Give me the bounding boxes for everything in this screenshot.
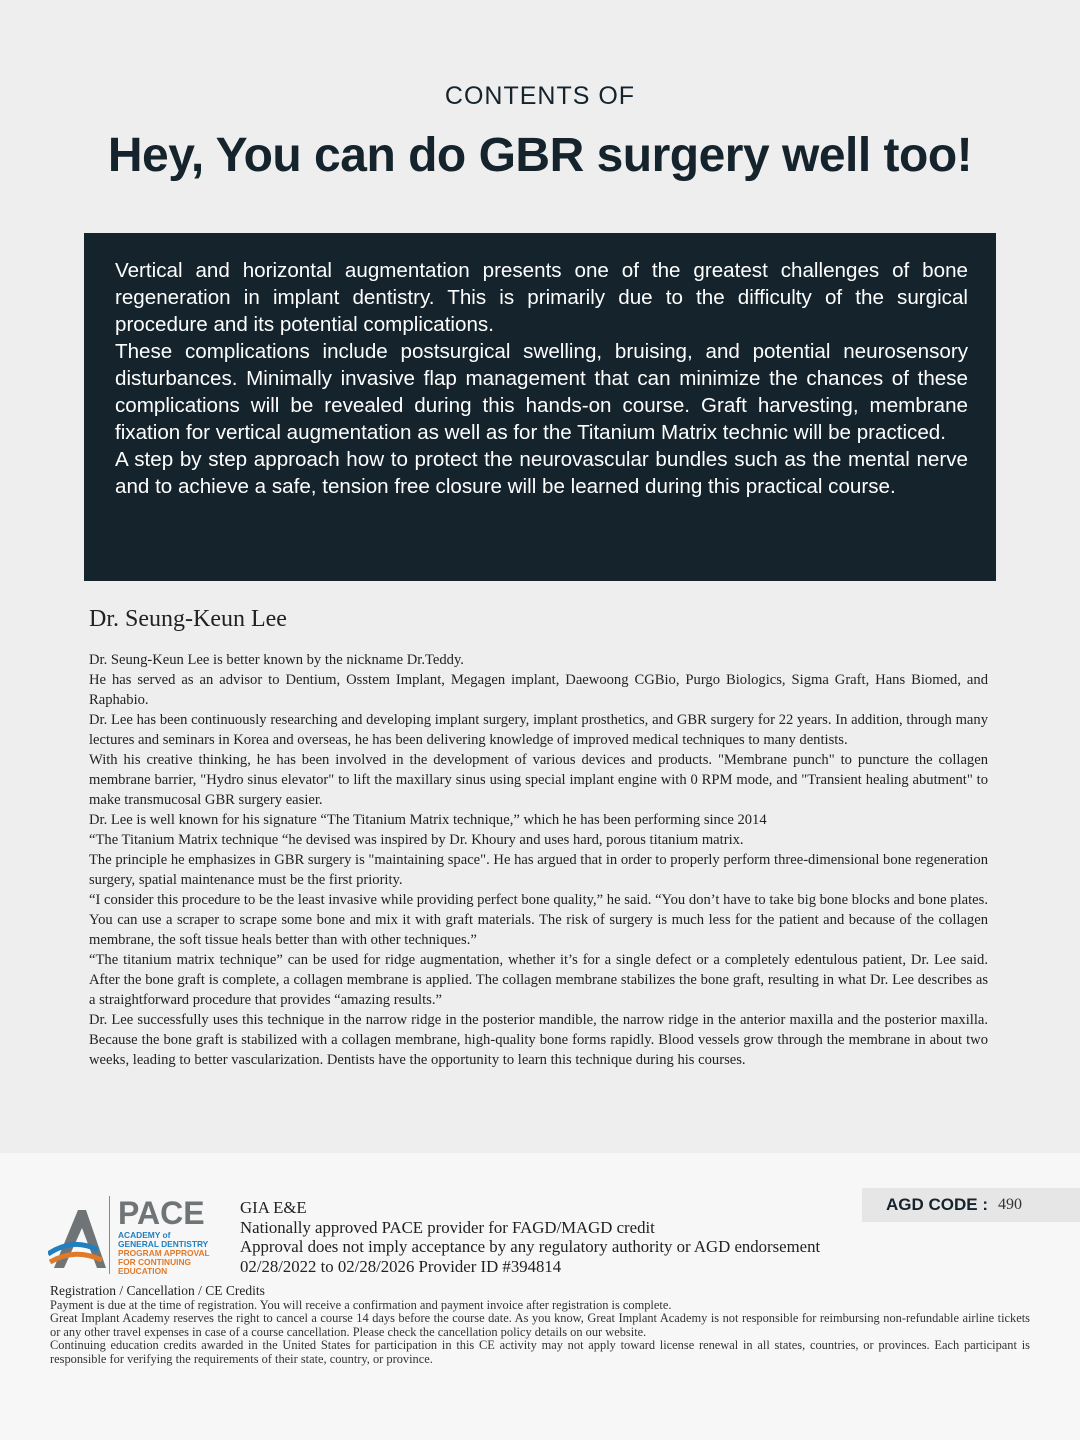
bio-paragraph: He has served as an advisor to Dentium, Osstem Implant, Megagen implant, Daewoong CGBio, Purgo Biologics, Sigma Graft, Hans Biomed, and Raphabio. (89, 672, 988, 708)
agd-code-label: AGD CODE : (886, 1195, 988, 1214)
provider-line: GIA E&E (240, 1198, 307, 1217)
speaker-name: Dr. Seung-Keun Lee (89, 606, 287, 632)
page-eyebrow: CONTENTS OF (444, 82, 636, 110)
registration-paragraph: Great Implant Academy reserves the right to cancel a course 14 days before the course date. As you know, Great Implant Academy is not responsible for reimbursing non-refundable airline tickets or any other travel expenses in case of a course cancellation. Please check the cancellation policy details on our website. (50, 1311, 1030, 1339)
speaker-bio (89, 650, 988, 1070)
pace-agd-logo (48, 1196, 223, 1274)
summary-paragraph: A step by step approach how to protect the neurovascular bundles such as the mental nerve and to achieve a safe, tension free closure will be learned during this practical course. (115, 448, 968, 498)
pace-wordmark: PACE (118, 1195, 205, 1231)
agd-code-badge (862, 1188, 1080, 1222)
bio-paragraph: “I consider this procedure to be the least invasive while providing perfect bone quality,” he said. “You don’t have to take big bone blocks and bone plates. You can use a scraper to scrape some bone and mix it with graft materials. The risk of surgery is much less for the patient and because of the collagen membrane, the soft tissue heals better than with other techniques.” (89, 892, 988, 948)
bio-paragraph: Dr. Seung-Keun Lee is better known by the nickname Dr.Teddy. (89, 652, 464, 668)
course-summary-box (84, 233, 996, 581)
bio-paragraph: “The titanium matrix technique” can be used for ridge augmentation, whether it’s for a single defect or a completely edentulous patient, Dr. Lee said. After the bone graft is complete, a collagen membrane is applied. The collagen membrane stabilizes the bone graft, resulting in what Dr. Lee describes as a straightforward procedure that provides “amazing results.” (89, 952, 988, 1008)
bio-paragraph: “The Titanium Matrix technique “he devised was inspired by Dr. Khoury and uses hard, porous titanium matrix. (89, 832, 744, 848)
provider-line: 02/28/2022 to 02/28/2026 Provider ID #394814 (240, 1256, 562, 1276)
provider-line: Approval does not imply acceptance by any regulatory authority or AGD endorsement (240, 1237, 821, 1256)
bio-paragraph: Dr. Lee has been continuously researching and developing implant surgery, implant prosthetics, and GBR surgery for 22 years. In addition, through many lectures and seminars in Korea and overseas, he has been delivering knowledge of improved medical techniques to many dentists. (89, 712, 988, 748)
provider-line: Nationally approved PACE provider for FAGD/MAGD credit (240, 1217, 655, 1237)
bio-paragraph: Dr. Lee successfully uses this technique in the narrow ridge in the posterior mandible, the narrow ridge in the anterior maxilla and the posterior maxilla. Because the bone graft is stabilized with a collagen membrane, high-quality bone forms rapidly. Blood vessels grow through the membrane in about two weeks, leading to better vascularization. Dentists have the opportunity to learn this technique during his courses. (89, 1012, 988, 1068)
registration-paragraph: Payment is due at the time of registration. You will receive a confirmation and payment invoice after registration is complete. (50, 1298, 672, 1312)
bio-paragraph: With his creative thinking, he has been involved in the development of various devices and products. "Membrane punch" to puncture the collagen membrane barrier, "Hydro sinus elevator" to lift the maxillary sinus using special implant engine with 0 RPM mode, and "Transient healing abutment" to make transmucosal GBR surgery easier. (89, 752, 988, 808)
bio-paragraph: The principle he emphasizes in GBR surgery is "maintaining space". He has argued that in order to properly perform three-dimensional bone regeneration surgery, spatial maintenance must be the first priority. (89, 852, 988, 888)
registration-heading: Registration / Cancellation / CE Credits (50, 1283, 265, 1298)
registration-paragraph: Continuing education credits awarded in the United States for participation in this CE activity may not apply toward license renewal in all states, countries, or provinces. Each participant is responsible for verifying the requirements of their state, country, or province. (50, 1338, 1030, 1366)
logo-divider (109, 1196, 110, 1274)
page-title: Hey, You can do GBR surgery well too! (107, 129, 973, 182)
agd-code-value: 490 (998, 1196, 1022, 1213)
logo-subtitle-blue: ACADEMY of GENERAL DENTISTRY (118, 1230, 209, 1249)
registration-text (50, 1299, 1030, 1366)
logo-subtitle-orange: PROGRAM APPROVAL FOR CONTINUING EDUCATION (118, 1248, 210, 1276)
provider-info (240, 1198, 820, 1276)
summary-paragraph: These complications include postsurgical swelling, bruising, and potential neurosensory disturbances. Minimally invasive flap management that can minimize the chances of these complications will be revealed during this hands-on course. Graft harvesting, membrane fixation for vertical augmentation as well as for the Titanium Matrix technic will be practiced. (115, 340, 968, 444)
bio-paragraph: Dr. Lee is well known for his signature “The Titanium Matrix technique,” which he has been performing since 2014 (89, 812, 767, 828)
summary-paragraph: Vertical and horizontal augmentation presents one of the greatest challenges of bone regeneration in implant dentistry. This is primarily due to the difficulty of the surgical procedure and its potential complications. (115, 259, 968, 336)
pace-a-icon (48, 1202, 108, 1272)
